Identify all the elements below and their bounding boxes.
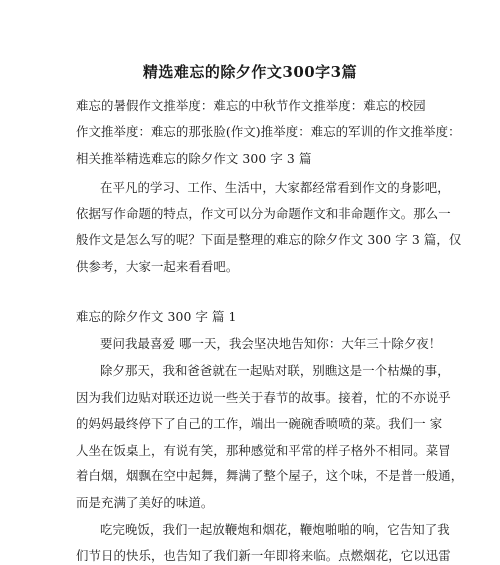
paragraph-3-line-2: 们节日的快乐，也告知了我们新一年即将来临。点燃烟花，它以迅雷 bbox=[76, 548, 451, 563]
intro-line-3: 相关推举精选难忘的除夕作文 300 字 3 篇 bbox=[76, 151, 312, 166]
paragraph-1: 要问我最喜爱 哪一天，我会坚决地告知你：大年三十除夕夜！ bbox=[100, 336, 442, 351]
paragraph-2-line-1: 除夕那天，我和爸爸就在一起贴对联，别瞧这是一个枯燥的事， bbox=[100, 363, 450, 378]
summary-line-3: 般作文是怎么写的呢？下面是整理的难忘的除夕作文 300 字 3 篇，仅 bbox=[76, 232, 462, 247]
section-heading: 难忘的除夕作文 300 字 篇 1 bbox=[76, 309, 237, 324]
paragraph-2-line-3: 的妈妈最终停下了自己的工作，端出一碗碗香喷喷的菜。我们一 家 bbox=[76, 416, 443, 431]
summary-line-4: 供参考，大家一起来看看吧。 bbox=[76, 259, 239, 274]
intro-line-2: 作文推举度：难忘的那张脸(作文)推举度：难忘的军训的作文推举度： bbox=[76, 124, 461, 139]
paragraph-2-line-2: 因为我们边贴对联还边说一些关于春节的故事。接着，忙的不亦说乎 bbox=[76, 390, 451, 405]
paragraph-2-line-6: 而是充满了美好的味道。 bbox=[76, 495, 214, 510]
paragraph-2-line-5: 着白烟，烟飘在空中起舞，舞满了整个屋子，这个味，不是普一般通， bbox=[76, 468, 464, 483]
document-title: 精选难忘的除夕作文300字3篇 bbox=[142, 63, 358, 81]
summary-line-2: 依据写作命题的特点，作文可以分为命题作文和非命题作文。那么一 bbox=[76, 206, 451, 221]
intro-line-1: 难忘的暑假作文推举度：难忘的中秋节作文推举度：难忘的校园 bbox=[76, 98, 426, 113]
paragraph-3-line-1: 吃完晚饭，我们一起放鞭炮和烟花，鞭炮啪啪的响，它告知了我 bbox=[100, 522, 450, 537]
summary-line-1: 在平凡的学习、工作、生活中，大家都经常看到作文的身影吧， bbox=[100, 180, 450, 195]
paragraph-2-line-4: 人坐在饭桌上，有说有笑，那种感觉和平常的样子格外不相同。菜冒 bbox=[76, 443, 451, 458]
